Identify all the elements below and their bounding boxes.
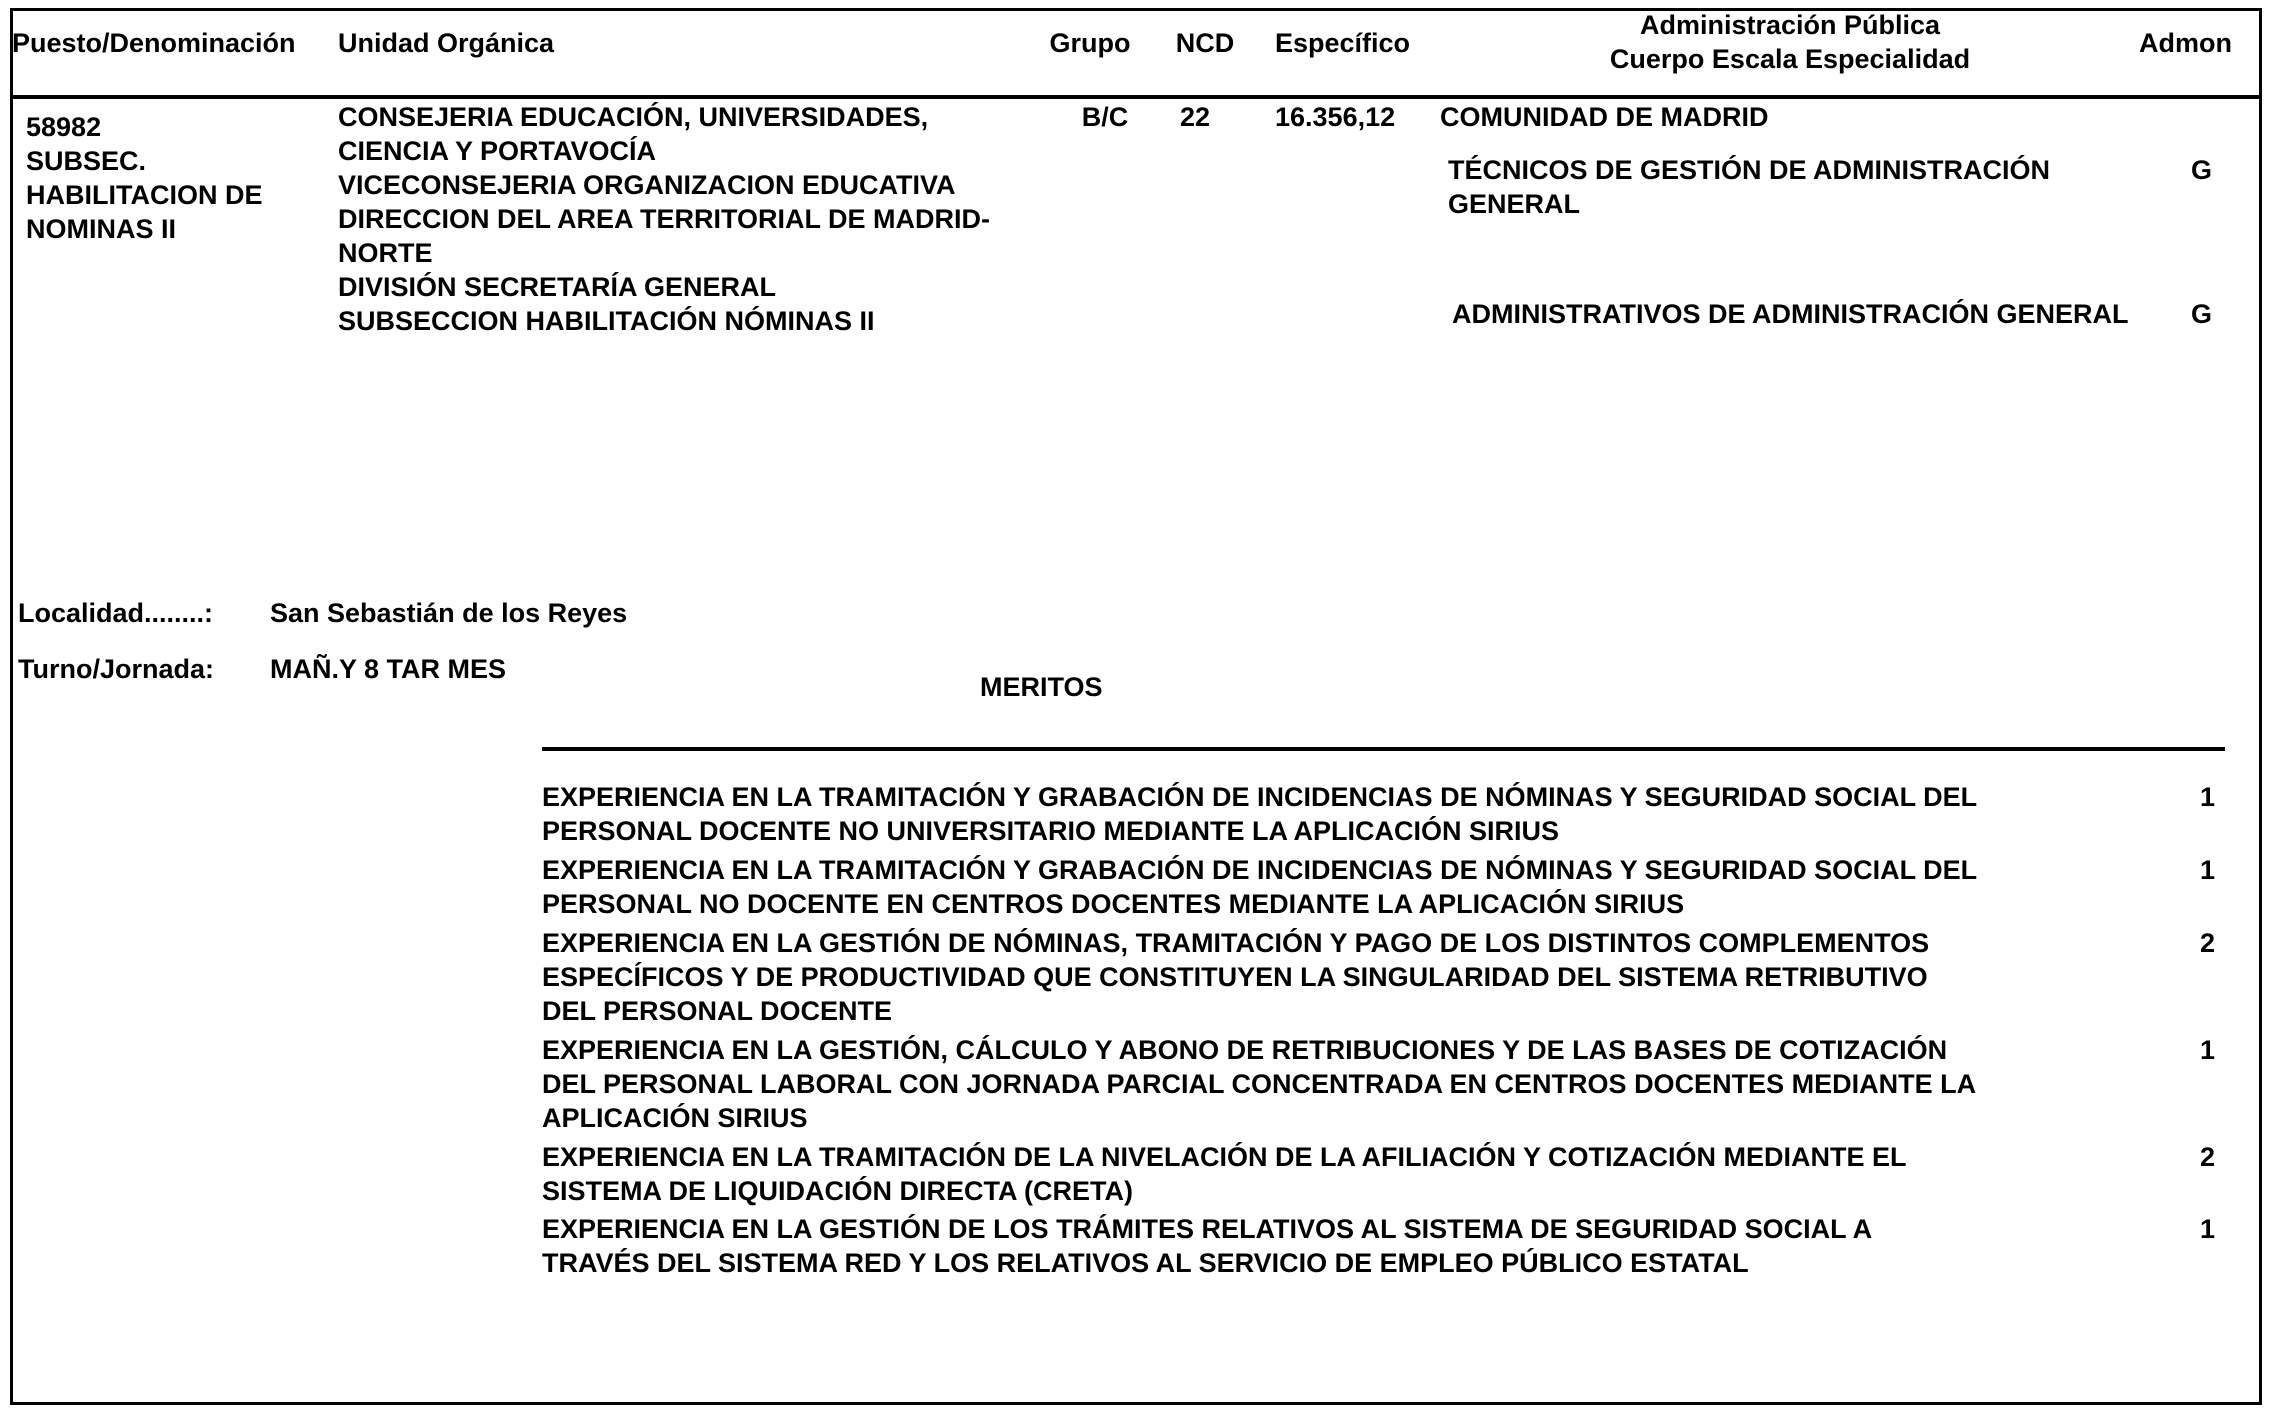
merito-points: 1 [2200,782,2216,812]
cuerpo-admon: G [2191,155,2213,185]
header-administracion-subtitle: Cuerpo Escala Especialidad [1609,44,1971,74]
especifico-value: 16.356,12 [1275,102,1396,132]
merito-points: 1 [2200,855,2216,885]
header-admon: Admon [2139,28,2232,58]
merito-points: 2 [2200,928,2216,958]
merito-item: EXPERIENCIA EN LA GESTIÓN DE LOS TRÁMITES RELATIVOS AL SISTEMA DE SEGURIDAD SOCIAL A TRAVÉS DEL SISTEMA RED Y LOS RELATIVOS AL SERVICIO DE EMPLEO PÚBLICO ESTATAL [542,1214,1873,1278]
cuerpo-item: TÉCNICOS DE GESTIÓN DE ADMINISTRACIÓN GENERAL [1448,155,2051,219]
puesto-denominacion: 58982 SUBSEC. HABILITACION DE NOMINAS II [26,112,263,244]
merito-item: EXPERIENCIA EN LA GESTIÓN, CÁLCULO Y ABONO DE RETRIBUCIONES Y DE LAS BASES DE COTIZACIÓN DEL PERSONAL LABORAL CON JORNADA PARCIAL CONCENTRADA EN CENTROS DOCENTES MEDIANTE LA APLICACIÓN SIRIUS [542,1035,1977,1133]
header-unidad: Unidad Orgánica [338,28,555,58]
header-especifico: Específico [1275,28,1411,58]
ncd-value: 22 [1179,102,1211,132]
merito-item: EXPERIENCIA EN LA GESTIÓN DE NÓMINAS, TRAMITACIÓN Y PAGO DE LOS DISTINTOS COMPLEMENTOS ESPECÍFICOS Y DE PRODUCTIVIDAD QUE CONSTITUYEN LA SINGULARIDAD DEL SISTEMA RETRIBUTIVO DEL PERSONAL DOCENTE [542,928,1930,1026]
unidad-organica: CONSEJERIA EDUCACIÓN, UNIVERSIDADES, CIENCIA Y PORTAVOCÍA VICECONSEJERIA ORGANIZACION EDUCATIVA DIRECCION DEL AREA TERRITORIAL DE MADRID- NORTE DIVISIÓN SECRETARÍA GENERAL SUBSECCION HABILITACIÓN NÓMINAS II [338,102,991,336]
cuerpo-item: ADMINISTRATIVOS DE ADMINISTRACIÓN GENERAL [1452,299,2129,329]
turno-value: MAÑ.Y 8 TAR MES [270,654,507,684]
header-divider [10,95,2262,99]
header-administracion-title: Administración Pública [1639,10,1941,40]
grupo-value: B/C [1081,102,1129,132]
merito-item: EXPERIENCIA EN LA TRAMITACIÓN Y GRABACIÓN DE INCIDENCIAS DE NÓMINAS Y SEGURIDAD SOCIAL DEL PERSONAL NO DOCENTE EN CENTROS DOCENTES MEDIANTE LA APLICACIÓN SIRIUS [542,855,1978,919]
turno-label: Turno/Jornada: [18,654,215,684]
merito-item: EXPERIENCIA EN LA TRAMITACIÓN DE LA NIVELACIÓN DE LA AFILIACIÓN Y COTIZACIÓN MEDIANTE EL SISTEMA DE LIQUIDACIÓN DIRECTA (CRETA) [542,1142,1907,1206]
merito-points: 1 [2200,1035,2216,1065]
administracion-value: COMUNIDAD DE MADRID [1440,102,1769,132]
localidad-label: Localidad........: [18,598,214,628]
header-grupo: Grupo [1049,28,1131,58]
meritos-divider [542,747,2225,751]
merito-item: EXPERIENCIA EN LA TRAMITACIÓN Y GRABACIÓN DE INCIDENCIAS DE NÓMINAS Y SEGURIDAD SOCIAL DEL PERSONAL DOCENTE NO UNIVERSITARIO MEDIANTE LA APLICACIÓN SIRIUS [542,782,1978,846]
meritos-title: MERITOS [980,672,1103,702]
header-puesto: Puesto/Denominación [12,28,296,58]
localidad-value: San Sebastián de los Reyes [270,598,628,628]
merito-points: 2 [2200,1142,2216,1172]
merito-points: 1 [2200,1214,2216,1244]
cuerpo-admon: G [2191,299,2213,329]
header-ncd: NCD [1175,28,1235,58]
